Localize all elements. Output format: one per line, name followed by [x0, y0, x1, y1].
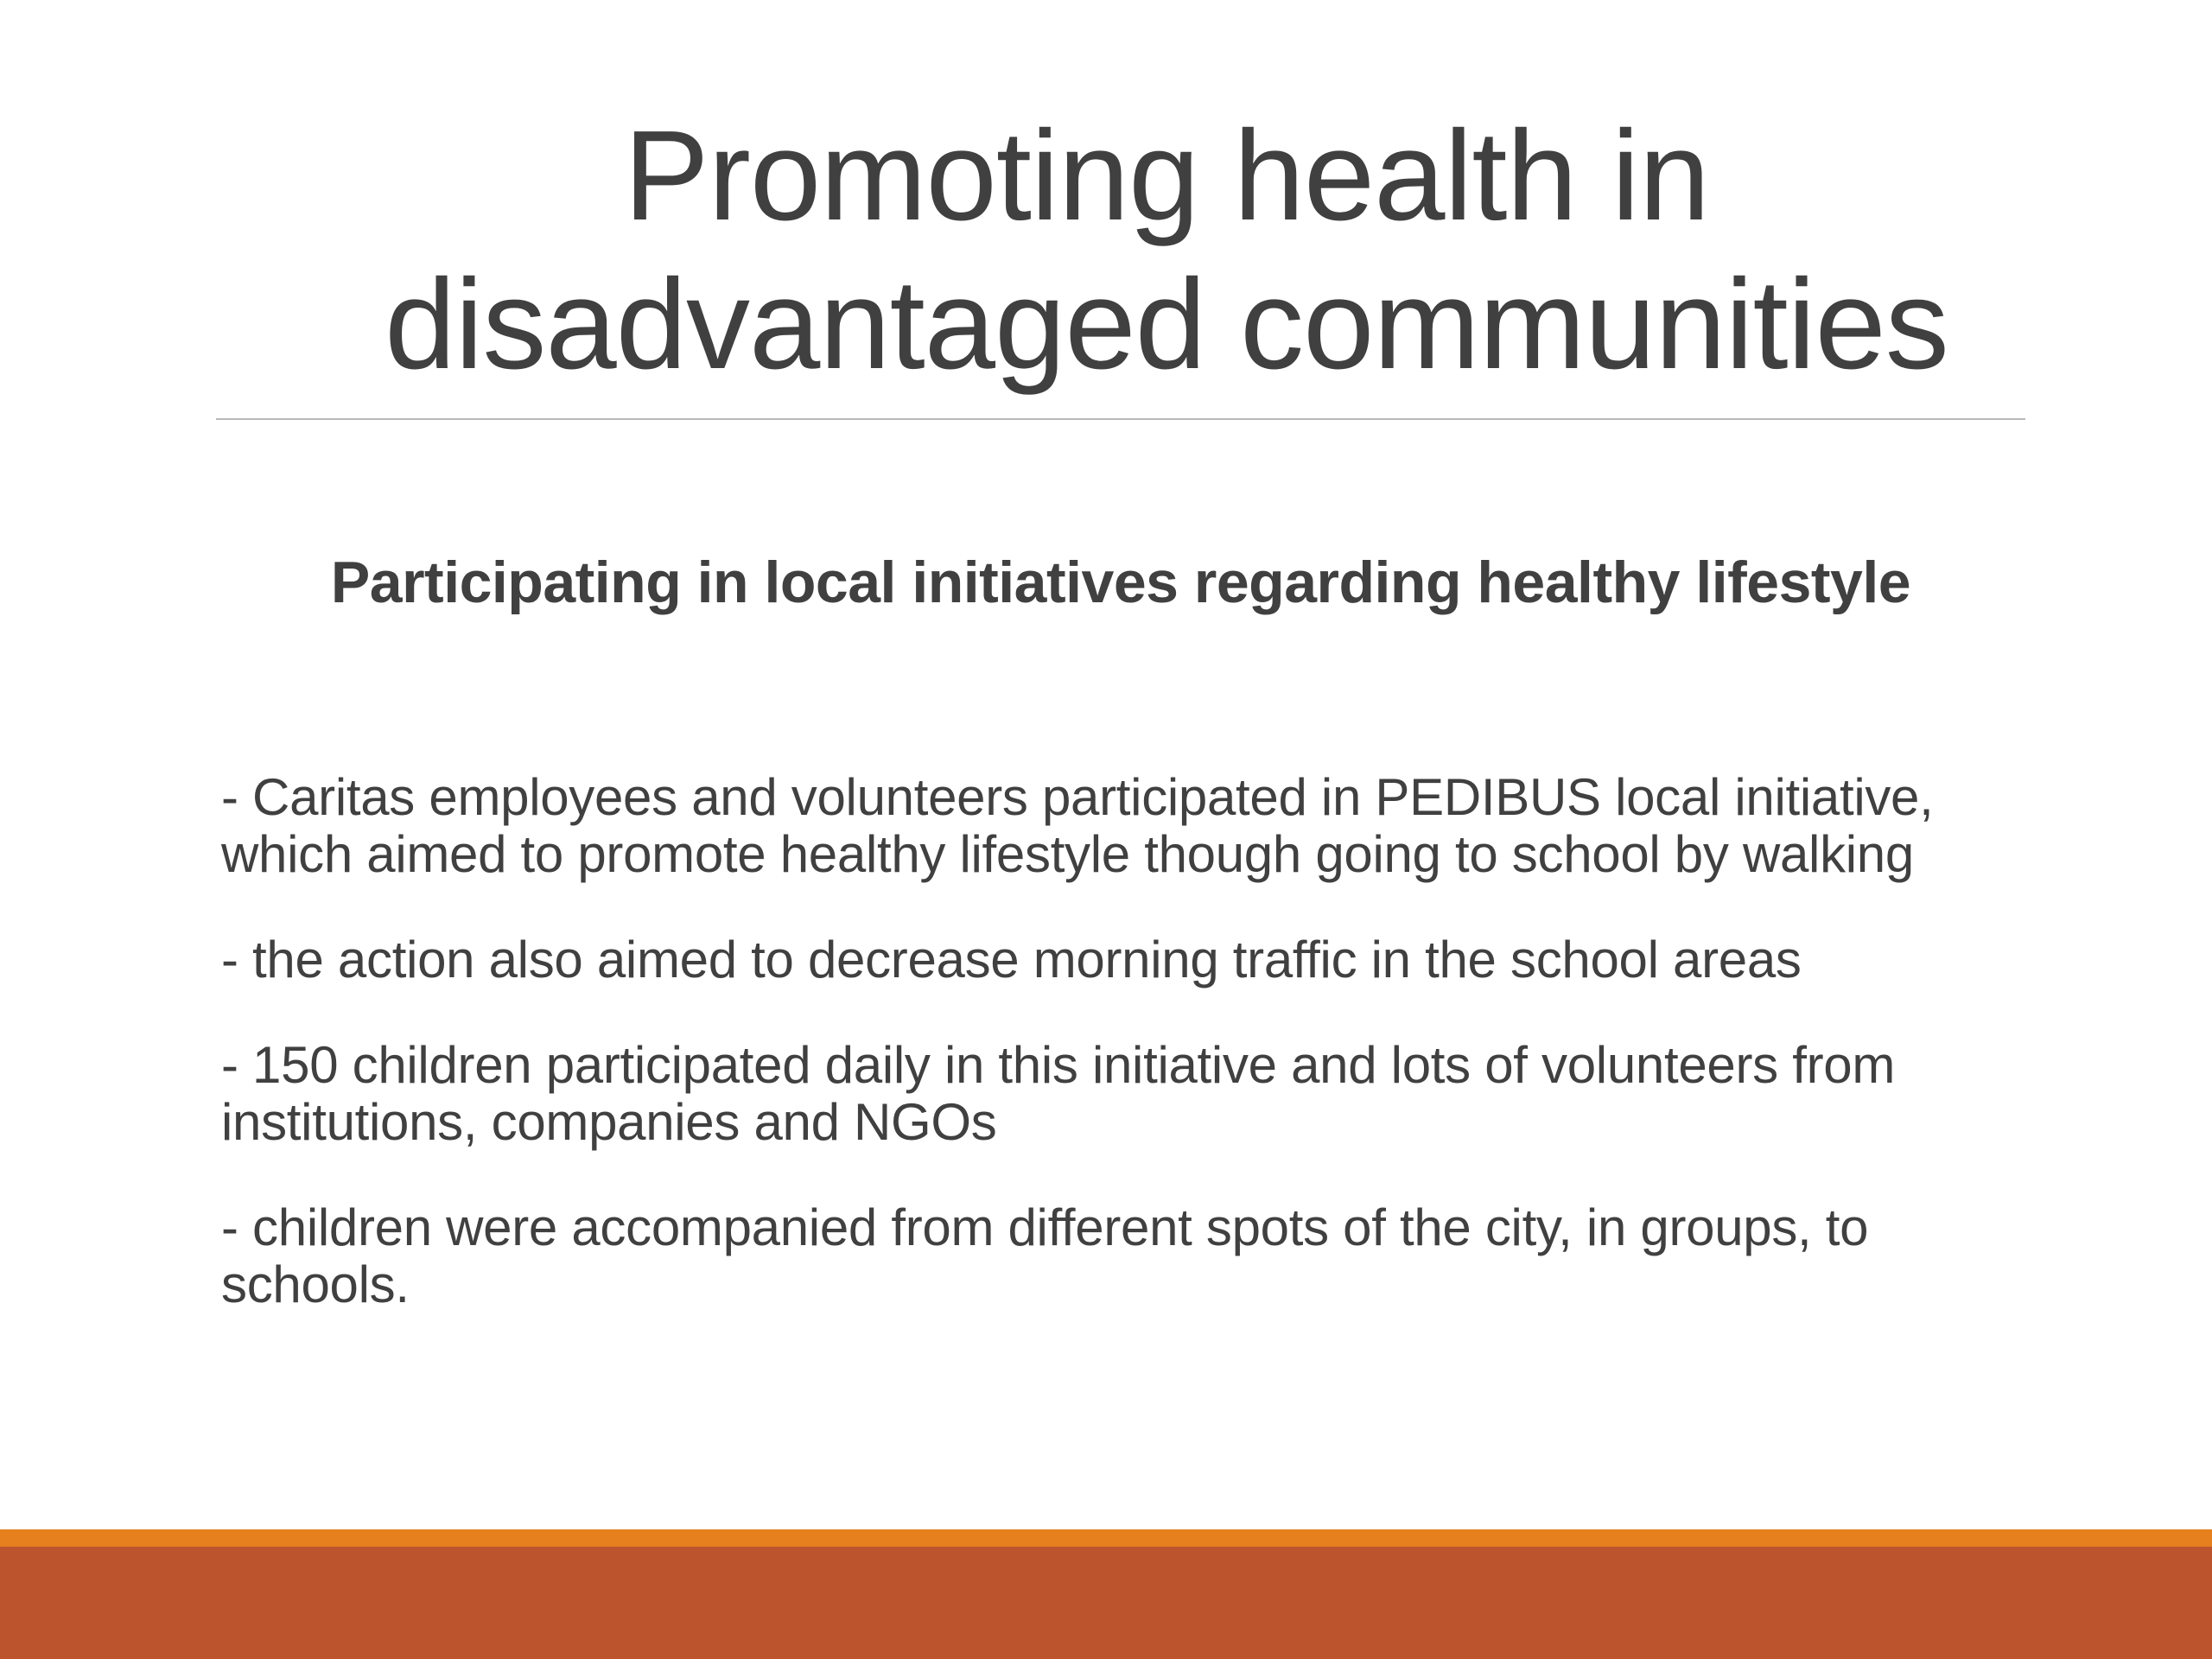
footer-band	[0, 1547, 2212, 1659]
bullet-item: - children were accompanied from different spots of the city, in groups, to schools.	[221, 1198, 1869, 1313]
bullet-item: - 150 children participated daily in this initiative and lots of volunteers from institutions, companies and NGOs	[221, 1036, 1896, 1151]
bullet-list	[221, 769, 2044, 1362]
bullet-item: - Caritas employees and volunteers participated in PEDIBUS local initiative, which aimed to promote healthy lifestyle though going to school by walking	[221, 768, 1934, 883]
slide-subtitle: Participating in local initiatives regarding healthy lifestyle	[330, 550, 1911, 615]
slide-title-line-1: Promoting health in	[623, 105, 1710, 247]
slide-title-line-2: disadvantaged communities	[385, 253, 1948, 396]
footer-accent-stripe	[0, 1529, 2212, 1547]
bullet-item: - the action also aimed to decrease morning traffic in the school areas	[221, 931, 1802, 988]
title-divider	[216, 418, 2025, 420]
slide-title	[216, 102, 2117, 399]
